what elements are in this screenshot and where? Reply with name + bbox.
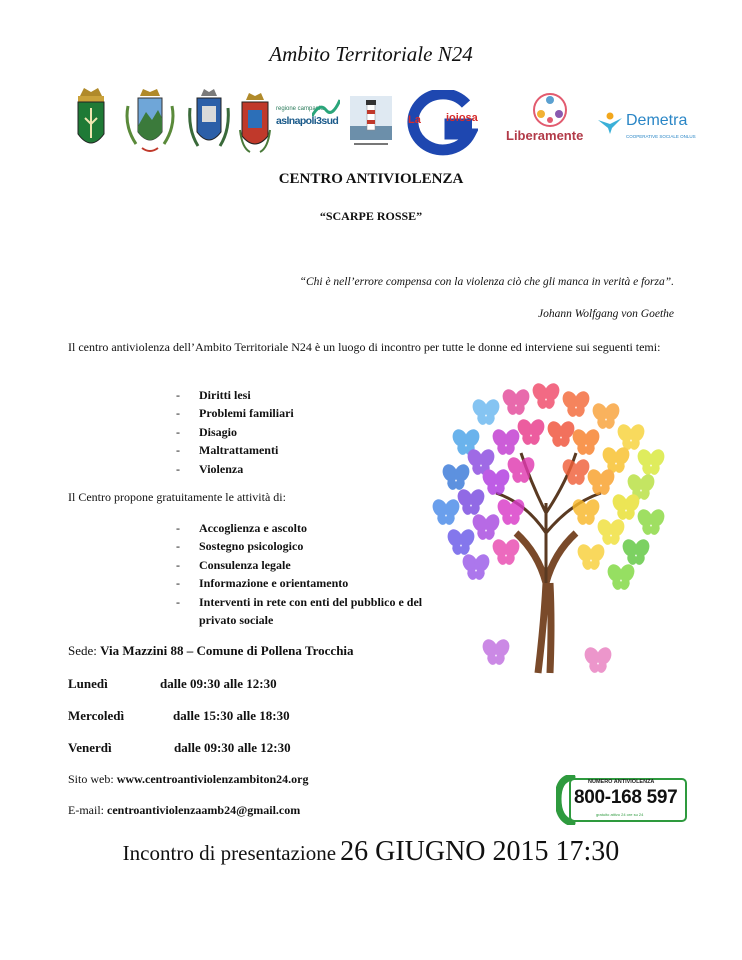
activities-list [176,519,426,629]
hours-time: dalle 09:30 alle 12:30 [174,740,291,755]
demetra-logo [596,112,700,146]
gioiosa-prefix: La [408,114,421,126]
people-circle-icon [532,92,568,128]
center-subheading: “SCARPE ROSSE” [319,209,423,223]
list-item: - Informazione e orientamento [176,574,426,592]
la-gioiosa-logo [406,90,488,156]
municipal-crest-icon [122,86,178,156]
butterfly-tree-illustration [426,383,684,678]
topics-list [176,386,294,478]
municipal-crest-icon [238,90,272,156]
activities-intro: Il Centro propone gratuitamente le attività di: [68,490,286,504]
footer-date: 26 GIUGNO 2015 17:30 [340,836,620,867]
quote-text: “Chi è nell’errore compensa con la violenza ciò che gli manca in verità e forza”. [299,276,674,288]
asl-region-label: regione campania [276,106,324,112]
hotline-badge [556,775,688,825]
sede-line: Sede: Via Mazzini 88 – Comune di Pollena Trocchia [68,643,354,658]
hours-time: dalle 15:30 alle 18:30 [173,708,290,723]
figure-icon [596,112,624,134]
email-label: E-mail [68,803,101,817]
list-item: - Accoglienza e ascolto [176,519,426,537]
website-label: Sito web [68,772,111,786]
lighthouse-logo-icon [350,96,392,148]
page-title: Ambito Territoriale N24 [269,42,473,66]
list-item: - Interventi in rete con enti del pubblico e del privato sociale [176,593,426,630]
municipal-crest-icon [186,86,232,156]
sede-address: Via Mazzini 88 – Comune di Pollena Trocchia [100,643,354,658]
asl-name-label: aslnapoli3sud [276,115,339,127]
list-item: - Violenza [176,460,294,478]
municipal-crest-icon [74,86,108,156]
gioiosa-word: ioiosa [446,112,478,124]
hotline-note: gratuito attivo 24 ore su 24 [596,812,644,817]
hours-day: Lunedì [68,676,108,691]
hotline-label: NUMERO ANTIVIOLENZA [588,779,655,785]
liberamente-name: Liberamente [506,128,584,143]
asl-napoli-logo [276,98,338,146]
center-heading: CENTRO ANTIVIOLENZA [278,171,464,187]
email-link[interactable]: centroantiviolenzaamb24@gmail.com [107,803,301,817]
list-item: - Consulenza legale [176,556,426,574]
footer-lead: Incontro di presentazione [122,841,337,865]
hours-row [68,676,277,692]
demetra-sub: COOPERATIVE SOCIALE ONLUS [626,134,696,139]
list-item: - Disagio [176,423,294,441]
list-item: - Sostegno psicologico [176,537,426,555]
liberamente-logo [506,92,596,154]
list-item: - Maltrattamenti [176,441,294,459]
list-item: - Problemi familiari [176,404,294,422]
hours-day: Mercoledì [68,708,125,723]
website-link[interactable]: www.centroantiviolenzambiton24.org [116,772,309,786]
partner-logos [70,84,710,160]
hours-day: Venerdì [68,740,112,755]
intro-paragraph: Il centro antiviolenza dell’Ambito Territoriale N24 è un luogo di incontro per tutte le donne ed interviene sui seguenti temi: [68,340,661,354]
wave-icon [312,98,340,118]
presentation-footer [0,836,742,868]
list-item: - Diritti lesi [176,386,294,404]
website-line: Sito web: www.centroantiviolenzambiton24.org [68,772,309,786]
quote-author: Johann Wolfgang von Goethe [538,308,674,320]
sede-label: Sede [68,643,94,658]
hotline-number: 800-168 597 [574,787,678,808]
hours-time: dalle 09:30 alle 12:30 [160,676,277,691]
email-line: E-mail: centroantiviolenzaamb24@gmail.com [68,803,301,817]
hours-row [68,740,291,756]
demetra-name: Demetra [626,112,688,129]
hours-row [68,708,290,724]
